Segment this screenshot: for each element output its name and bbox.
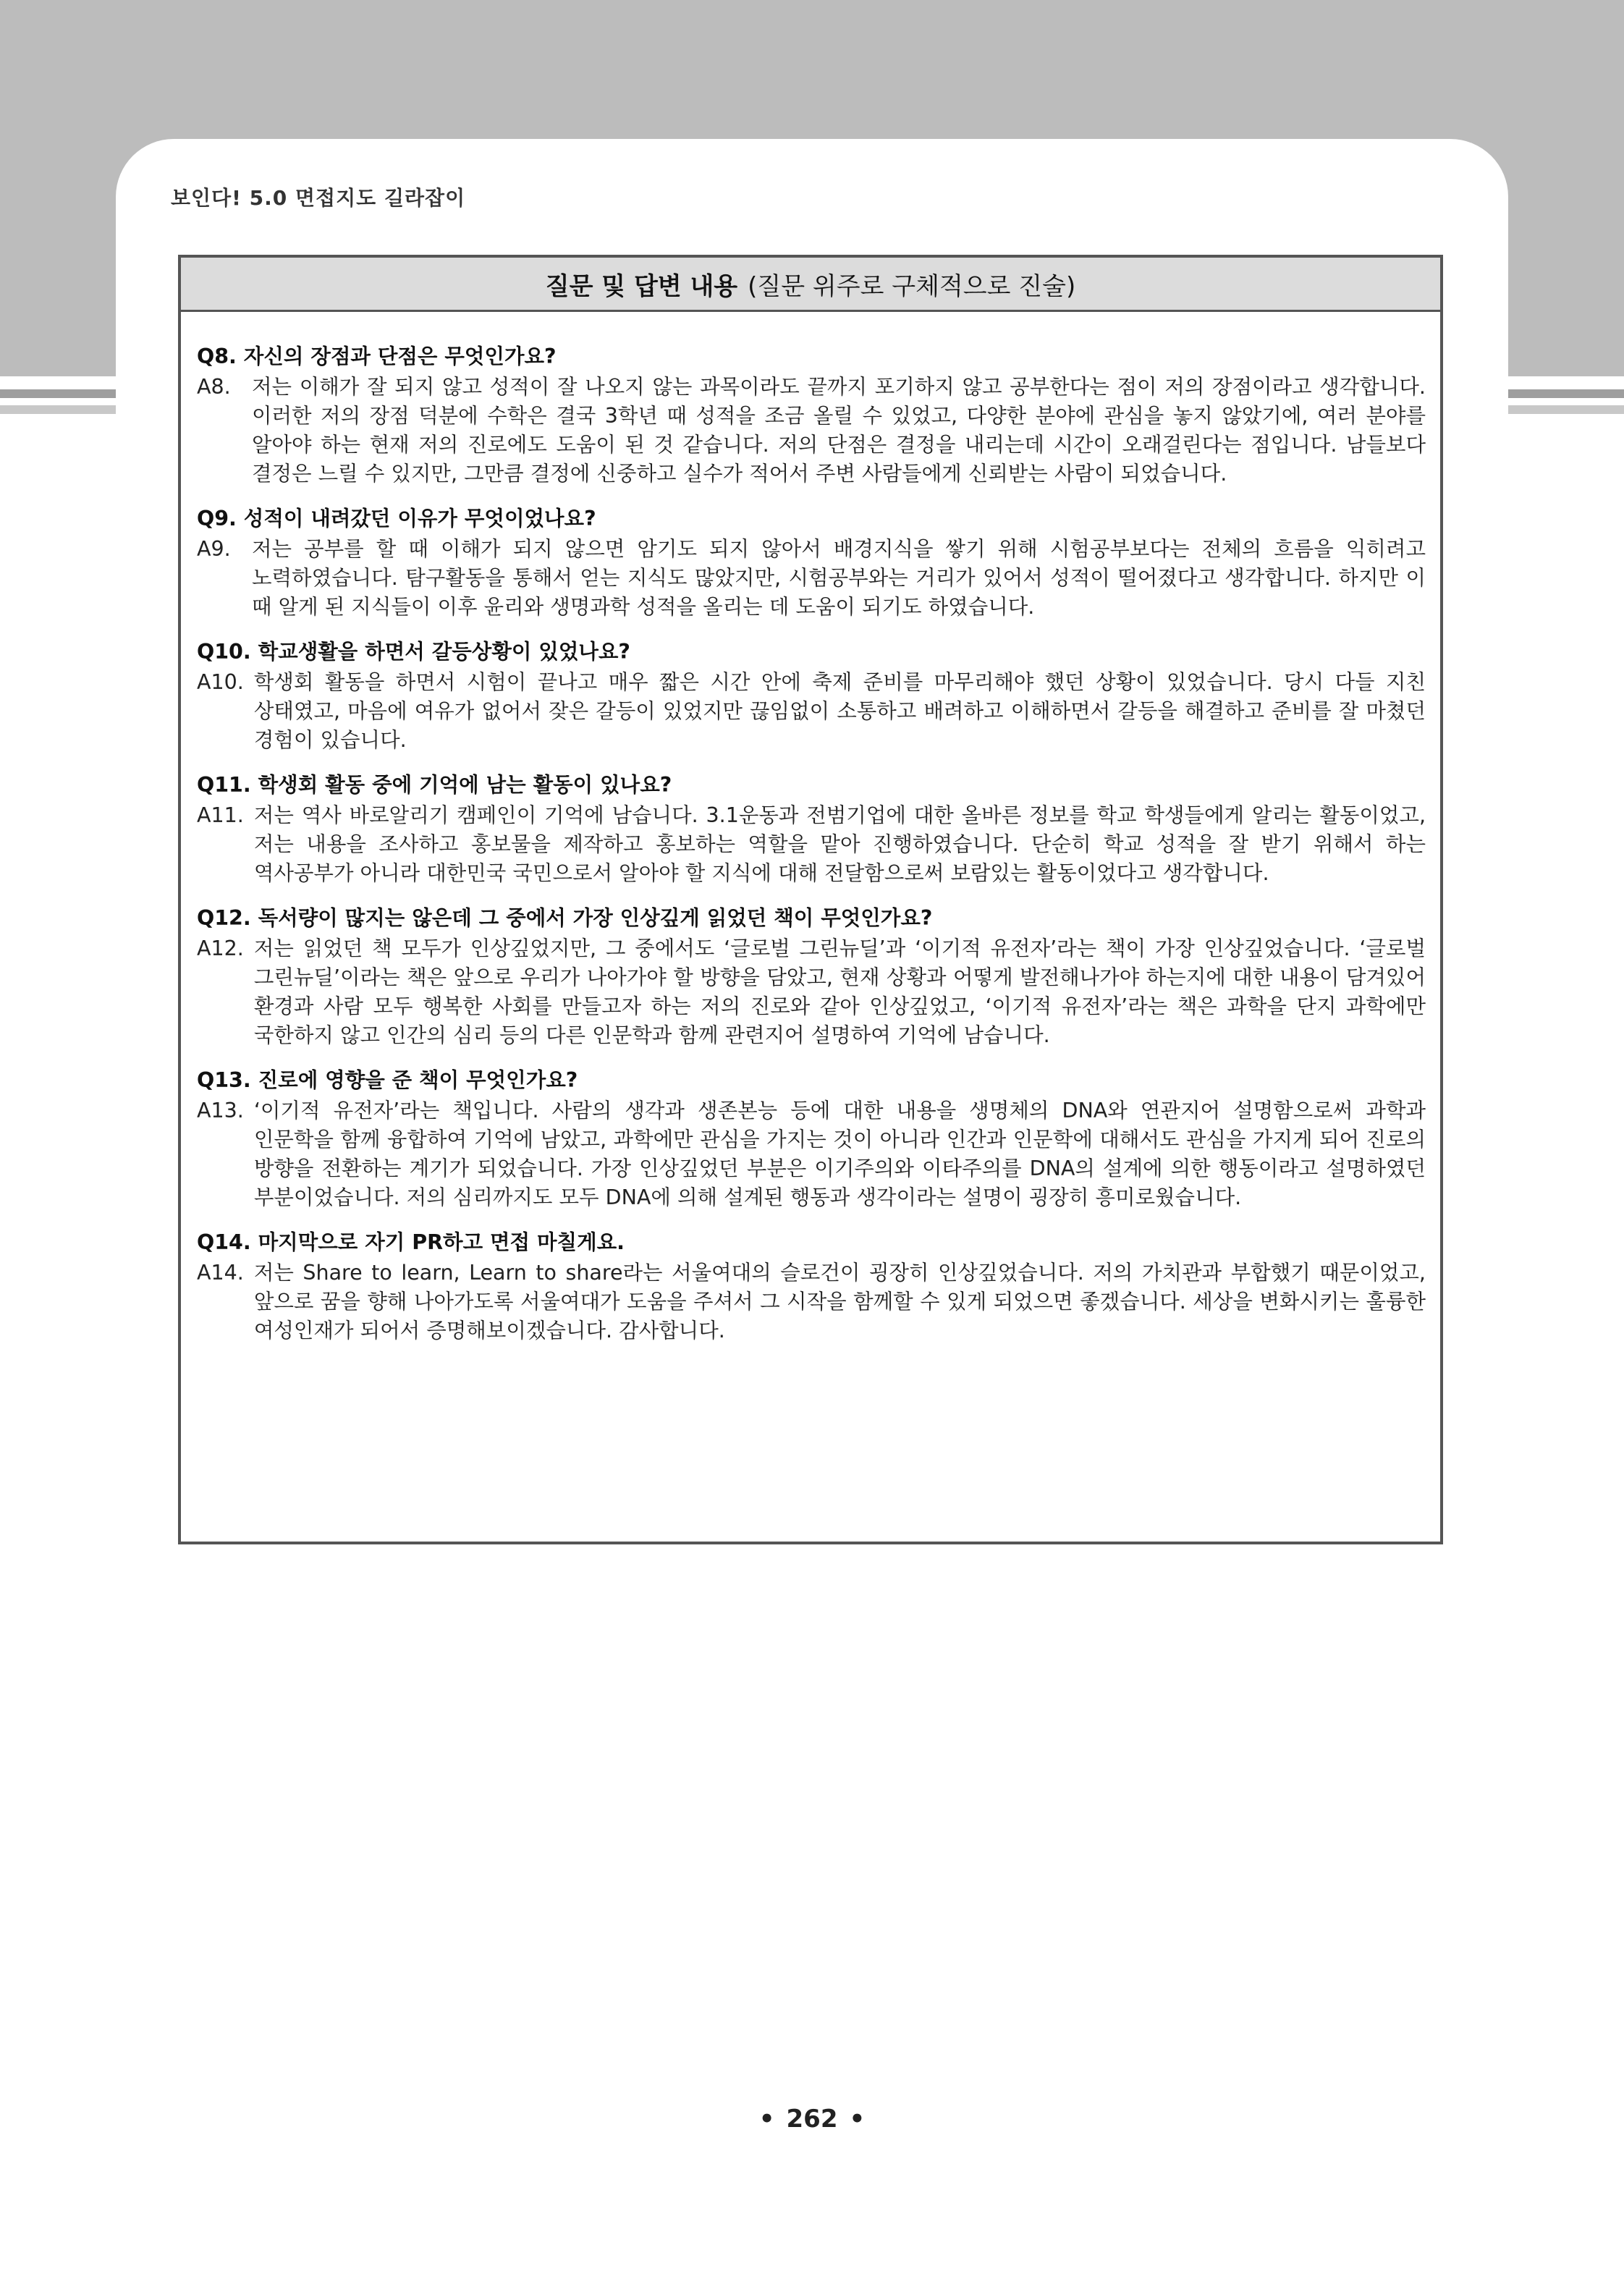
question: Q8. 자신의 장점과 단점은 무엇인가요? (197, 344, 557, 368)
answer-label: A13. (197, 1099, 244, 1122)
qa-item (197, 1228, 1426, 1345)
right-decorative-stripe-light (1508, 405, 1624, 414)
left-decorative-stripe-light (0, 405, 116, 414)
page-number-value: 262 (786, 2105, 838, 2134)
running-header: 보인다! 5.0 면접지도 길라잡이 (171, 186, 466, 210)
qa-item (197, 904, 1426, 1050)
left-decorative-stripe (0, 389, 116, 398)
answer-text: 학생회 활동을 하면서 시험이 끝나고 매우 짧은 시간 안에 축제 준비를 마무리해야 했던 상황이 있었습니다. 당시 다들 지친 상태였고, 마음에 여유가 없어서 잦은 갈등이 있었지만 끊임없이 소통하고 배려하고 이해하면서 갈등을 해결하고 준비를 잘 마쳤던 경험이 있습니다. (253, 670, 1426, 752)
answer (197, 934, 1426, 1050)
qa-item (197, 1066, 1426, 1212)
answer-label: A8. (197, 375, 231, 399)
qa-item (197, 771, 1426, 888)
answer (197, 801, 1426, 888)
question: Q9. 성적이 내려갔던 이유가 무엇이었나요? (197, 507, 596, 530)
answer-text: 저는 이해가 잘 되지 않고 성적이 잘 나오지 않는 과목이라도 끝까지 포기하지 않고 공부한다는 점이 저의 장점이라고 생각합니다. 이러한 저의 장점 덕분에 수학은 결국 3학년 때 성적을 조금 올릴 수 있었고, 다양한 분야에 관심을 놓지 않았기에, 여러 분야를 알아야 하는 현재 저의 진로에도 도움이 된 것 같습니다. 저의 단점은 결정을 내리는데 시간이 오래걸린다는 점입니다. 남들보다 결정은 느릴 수 있지만, 그만큼 결정에 신중하고 실수가 적어서 주변 사람들에게 신뢰받는 사람이 되었습니다. (252, 375, 1426, 486)
question: Q14. 마지막으로 자기 PR하고 면접 마칠게요. (197, 1230, 625, 1254)
qa-item (197, 504, 1426, 622)
qa-item (197, 638, 1426, 755)
qa-table-header (181, 258, 1440, 312)
answer-label: A12. (197, 936, 244, 960)
answer-label: A14. (197, 1261, 244, 1285)
qa-table-header-title: 질문 및 답변 내용 (545, 271, 738, 301)
answer-text: ‘이기적 유전자’라는 책입니다. 사람의 생각과 생존본능 등에 대한 내용을 생명체의 DNA와 연관지어 설명함으로써 과학과 인문학을 함께 융합하여 기억에 남았고, 과학에만 관심을 가지는 것이 아니라 인간과 인문학에 대해서도 관심을 가지게 되어 진로의 방향을 전환하는 계기가 되었습니다. 가장 인상깊었던 부분은 이기주의와 이타주의를 DNA의 설계에 의한 행동이라고 설명하였던 부분이었습니다. 저의 심리까지도 모두 DNA에 의해 설계된 행동과 생각이라는 설명이 굉장히 흥미로웠습니다. (253, 1099, 1426, 1209)
page-number (0, 2105, 1624, 2134)
question: Q10. 학교생활을 하면서 갈등상황이 있었나요? (197, 640, 630, 664)
answer (197, 1259, 1426, 1345)
answer-text: 저는 읽었던 책 모두가 인상깊었지만, 그 중에서도 ‘글로벌 그린뉴딜’과 ‘이기적 유전자’라는 책이 가장 인상깊었습니다. ‘글로벌 그린뉴딜’이라는 책은 앞으로 우리가 나아가야 할 방향을 담았고, 현재 상황과 어떻게 발전해나가야 하는지에 대한 내용이 담겨있어 환경과 사람 모두 행복한 사회를 만들고자 하는 저의 진로와 같아 인상깊었고, ‘이기적 유전자’라는 책은 과학을 단지 과학에만 국한하지 않고 인간의 심리 등의 다른 인문학과 함께 관련지어 설명하여 기억에 남습니다. (253, 936, 1426, 1047)
answer (197, 535, 1426, 622)
question: Q12. 독서량이 많지는 않은데 그 중에서 가장 인상깊게 읽었던 책이 무엇인가요? (197, 906, 933, 930)
question: Q13. 진로에 영향을 준 책이 무엇인가요? (197, 1068, 578, 1092)
answer (197, 668, 1426, 755)
bullet-dot-icon: • (758, 2105, 775, 2134)
qa-list (181, 312, 1440, 1345)
right-decorative-stripe (1508, 389, 1624, 398)
answer-label: A10. (197, 670, 244, 694)
answer (197, 1096, 1426, 1212)
answer (197, 373, 1426, 489)
qa-item (197, 342, 1426, 489)
question: Q11. 학생회 활동 중에 기억에 남는 활동이 있나요? (197, 773, 672, 797)
answer-text: 저는 역사 바로알리기 캠페인이 기억에 남습니다. 3.1운동과 전범기업에 대한 올바른 정보를 학교 학생들에게 알리는 활동이었고, 저는 내용을 조사하고 홍보물을 제작하고 홍보하는 역할을 맡아 진행하였습니다. 단순히 학교 성적을 잘 받기 위해서 하는 역사공부가 아니라 대한민국 국민으로서 알아야 할 지식에 대해 전달함으로써 보람있는 활동이었다고 생각합니다. (253, 803, 1426, 885)
qa-table (178, 255, 1443, 1544)
answer-text: 저는 공부를 할 때 이해가 되지 않으면 암기도 되지 않아서 배경지식을 쌓기 위해 시험공부보다는 전체의 흐름을 익히려고 노력하였습니다. 탐구활동을 통해서 얻는 지식도 많았지만, 시험공부와는 거리가 있어서 성적이 떨어졌다고 생각합니다. 하지만 이 때 알게 된 지식들이 이후 윤리와 생명과학 성적을 올리는 데 도움이 되기도 하였습니다. (252, 537, 1426, 619)
bullet-dot-icon: • (849, 2105, 866, 2134)
answer-label: A11. (197, 803, 244, 827)
qa-table-header-note: (질문 위주로 구체적으로 진술) (748, 271, 1076, 301)
answer-text: 저는 Share to learn, Learn to share라는 서울여대의 슬로건이 굉장히 인상깊었습니다. 저의 가치관과 부합했기 때문이었고, 앞으로 꿈을 향해 나아가도록 서울여대가 도움을 주셔서 그 시작을 함께할 수 있게 되었으면 좋겠습니다. 세상을 변화시키는 훌륭한 여성인재가 되어서 증명해보이겠습니다. 감사합니다. (253, 1261, 1426, 1343)
answer-label: A9. (197, 537, 231, 561)
